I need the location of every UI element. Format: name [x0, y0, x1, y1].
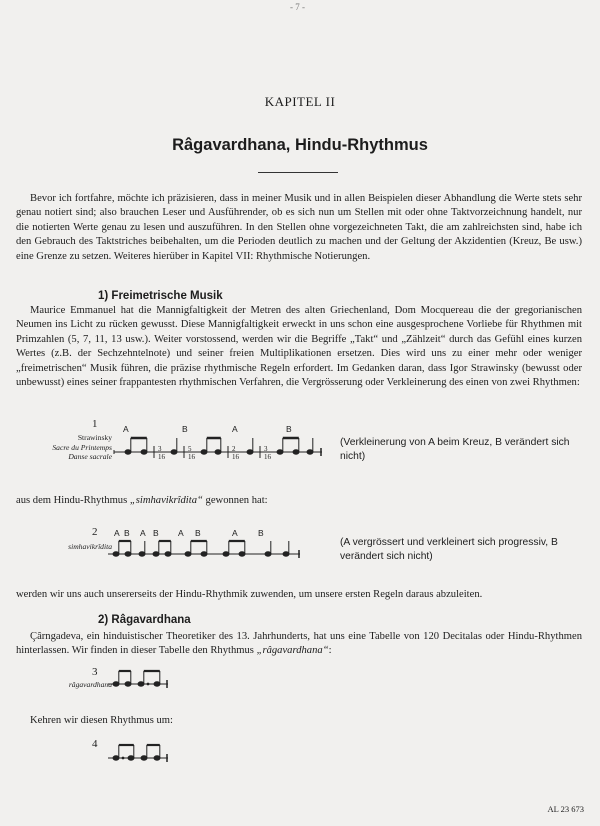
page-number: - 7 - [290, 2, 305, 12]
section2-paragraph [16, 630, 582, 659]
example1-mark-b2: B [286, 424, 292, 434]
example2-caption: (A vergrössert und verkleinert sich progressiv, B verändert sich nicht) [340, 537, 558, 562]
example2-mark-8: B [258, 528, 264, 538]
example2-staff [108, 536, 302, 566]
bridge-term: „simhavikrîdita“ [129, 495, 203, 506]
example1-number: 1 [92, 418, 98, 430]
example1-label [20, 433, 112, 462]
reverse-paragraph: Kehren wir diesen Rhythmus um: [30, 715, 173, 726]
example2-mark-5: A [178, 528, 184, 538]
svg-text:3: 3 [158, 445, 162, 453]
example1-staff [114, 432, 324, 468]
bridge-text-before: aus dem Hindu-Rhythmus [16, 495, 130, 506]
example2-mark-4: B [153, 528, 159, 538]
section1-paragraph: Maurice Emmanuel hat die Mannigfaltigkeit der Metren des alten Griechenland, Dom Mocquereau die der gregorianischen Neumen ins Licht zu rücken gewusst. Diese Mannigfaltigkeit erweckt in uns schon eine ausgesprochene Vorliebe für Rhythmen mit Primzahlen (5, 7, 11, 13 usw.). Weiter vorstossend, werden wir die Begriffe „Takt“ und „Zählzeit“ durch das Gefühl eines kurzen Wertes (z.B. der Sechzehntelnote) und seiner freien Multiplikationen ersetzen. Dies wird uns zu einer mehr oder weniger „freimetrischen“ Musik führen, die präzise rhythmische Regeln erfordert. Im Gedanken daran, dass Igor Strawinsky (bewusst oder unbewusst) eines seiner frappantesten rhythmischen Verfahren, die Vergrösserung oder Verkleinerung des einen von zwei Rhythmen: [16, 305, 582, 389]
section2-term: „râgavardhana“ [256, 645, 329, 657]
example1-part: Danse sacrale [68, 452, 112, 461]
bridge-paragraph [16, 494, 582, 508]
svg-text:16: 16 [264, 453, 271, 461]
example2-label [20, 542, 112, 552]
section2-text-after: : [328, 645, 332, 657]
chapter-heading: KAPITEL II [264, 94, 336, 109]
example4-staff [108, 740, 170, 770]
example1-mark-b: B [182, 424, 188, 434]
example2-label-text: simhavikrîdita [68, 542, 112, 551]
example3-number: 3 [92, 666, 98, 678]
bridge-text-after: gewonnen hat: [202, 495, 268, 506]
section2-text: Çârngadeva, ein hinduistischer Theoretiker des 13. Jahrhunderts, hat uns eine Tabelle von 120 Decitalas oder Hindu-Rhythmen hinterlassen. Wir finden in dieser Tabelle den Rhythmus [16, 631, 582, 657]
svg-text:5: 5 [188, 445, 192, 453]
page-title: Râgavardhana, Hindu-Rhythmus [172, 136, 428, 154]
svg-text:16: 16 [232, 453, 239, 461]
example2-mark-1: A [114, 528, 120, 538]
example2-mark-3: A [140, 528, 146, 538]
svg-text:2: 2 [232, 445, 236, 453]
example2-mark-7: A [232, 528, 238, 538]
example3-label [20, 680, 112, 690]
example3-label-text: râgavardhana [68, 680, 112, 689]
example1-mark-a2: A [232, 424, 238, 434]
after-example2-paragraph: werden wir uns auch unsererseits der Hindu-Rhythmik zuwenden, um unsere ersten Regeln daraus abzuleiten. [16, 589, 483, 600]
section1-heading: 1) Freimetrische Musik [98, 290, 223, 302]
example2-mark-2: B [124, 528, 130, 538]
example1-notes [125, 438, 313, 461]
example3-staff [108, 666, 170, 696]
intro-paragraph: Bevor ich fortfahre, möchte ich präzisieren, dass in meiner Musik und in allen Beispielen dieser Abhandlung die Werte stets sehr genau notiert sind; also brauchen Leser und Ausführender, ob es sich nun um Stellen mit oder ohne Taktvorzeichnung handelt, nur die notierten Werte genau zu lesen und auszuführen. In den Stellen ohne vorgezeichneten Takt, die am zahlreichsten sind, habe ich den Gebrauch des Taktstriches beibehalten, um die Perioden deutlich zu machen und der Geltung der Akzidentien (Kreuz, Be usw.) eine Grenze zu setzen. Weiteres hierüber in Kapitel VII: Rhythmische Notierungen. [16, 193, 582, 262]
svg-text:16: 16 [188, 453, 195, 461]
example4-number: 4 [92, 738, 98, 750]
example2-number: 2 [92, 526, 98, 538]
example2-mark-6: B [195, 528, 201, 538]
title-divider [258, 172, 338, 173]
example1-work: Sacre du Printemps [52, 442, 112, 452]
example1-mark-a: A [123, 424, 129, 434]
footer-code: AL 23 673 [547, 804, 584, 814]
example1-composer: Strawinsky [77, 433, 112, 442]
svg-text:16: 16 [158, 453, 165, 461]
svg-text:3: 3 [264, 445, 268, 453]
section2-heading: 2) Râgavardhana [98, 614, 191, 626]
example1-caption: (Verkleinerung von A beim Kreuz, B verändert sich nicht) [340, 437, 570, 462]
